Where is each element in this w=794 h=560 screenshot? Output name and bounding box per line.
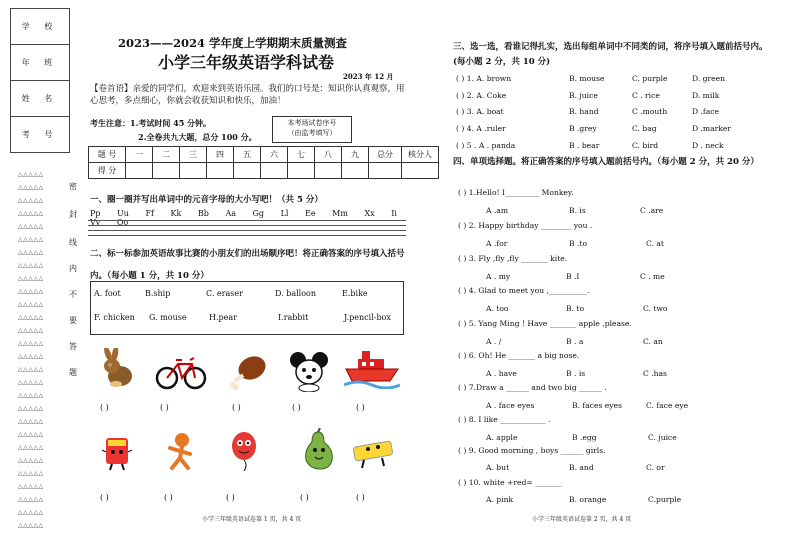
answer-blank[interactable]: ( ) <box>232 403 241 412</box>
answer-blank[interactable]: ( ) <box>164 493 173 502</box>
section2-heading: 二、标一标参加英语故事比赛的小朋友们的出场顺序吧！将正确答案的序号填入括号内。（每小题 1 分，共 10 分） <box>90 249 405 281</box>
note-line-2: 2.全卷共九大题，总分 100 分。 <box>138 132 257 142</box>
eraser-icon <box>346 432 400 474</box>
runner-icon <box>158 430 204 472</box>
rabbit-icon <box>96 348 142 390</box>
writing-line <box>88 230 406 231</box>
answer-blank[interactable]: ( ) <box>356 493 365 502</box>
footer-page-1: 小学三年级英语试卷第 1 页，共 4 页 <box>202 516 302 523</box>
exam-main-title: 小学三年级英语学科试卷 <box>158 53 335 72</box>
section4-heading: 四、单项选择题。将正确答案的序号填入题前括号内。（每小题 2 分，共 20 分） <box>453 157 759 167</box>
exam-year-title: 2023——2024 学年度上学期期末质量测查 <box>118 36 348 50</box>
student-info-table <box>10 8 70 153</box>
answer-blank[interactable]: ( ) <box>100 493 109 502</box>
question-9[interactable]: ( ) 9. Good morning , boys ______ girls. <box>458 446 606 455</box>
chicken-leg-icon <box>226 350 272 392</box>
note-line-1: 考生注意：1.考试时间 45 分钟。 <box>90 118 212 128</box>
seat-number-box[interactable]: 本考场试卷序号 （由监考填写） <box>272 116 352 143</box>
answer-blank[interactable]: ( ) <box>100 403 109 412</box>
answer-blank[interactable]: ( ) <box>292 403 301 412</box>
score-table: 题 号 一 二 三 四 五 六 七 八 九 总分 核分人 得 分 <box>88 146 439 179</box>
balloon-icon <box>222 430 268 472</box>
section4-questions: ( ) 1.Hello! I_________ Monkey. A .am B. is C .are ( ) 2. Happy birthday ________ you . A .for B .to C. at ( ) 3. Fly ,fly ,fly _______ kite. A . my B .I C . me ( ) 4. Glad to meet you ,__________. A. too B. to C. two ( ) 5. Yang Ming ! Have _______ apple ,please. A . / B . a C. an ( ) 6. Oh! He _______ a big nose. A . have B . is C .has ( ) 7.Draw a ______ and two big ______ . A . face eyes B. faces eyes C. face eye ( ) 8. I like ____________ . A. apple B .egg C. juice ( ) 9. Good morning , boys ______ girls. A. but B. and C. or ( ) 10. white +red= _______ A. pink B. orange C.purple <box>458 188 689 504</box>
question-7[interactable]: ( ) 7.Draw a ______ and two big ______ . <box>458 383 607 392</box>
section3-items: ( ) 1. A. brown B. mouse C. purple D. green ( ) 2. A. Coke B. juice C . rice D. milk ( ) 3. A. boat B. hand C .mouth D .face ( ) 4. A .ruler B .grey C. bag D .marker ( ) 5 . A . panda B . bear C. bird D . neck <box>456 74 731 150</box>
school-field[interactable]: 学 校 <box>11 9 70 45</box>
answer-blank[interactable]: ( ) 2. A. Coke <box>456 91 507 100</box>
answer-blank[interactable]: ( ) <box>226 493 235 502</box>
question-3[interactable]: ( ) 3. Fly ,fly ,fly _______ kite. <box>458 254 568 263</box>
seal-triangles: △△△△△ △△△△△ △△△△△ △△△△△ △△△△△ △△△△△ △△△△△ △△△△△ △△△△△ △△△△△ △△△△△ △△△△△ △△△△△ △△△△△ △△△△△ △△△△△ △△△△△ △△△△△ △△△△△ △△△△△ △△△△△ △△△△△ △△△△△ △△△△△ △△△△△ △△△△△ △△△△△ △△△△△ <box>18 171 44 529</box>
writing-line <box>88 225 406 226</box>
class-field[interactable]: 年 班 <box>11 45 70 81</box>
answer-blank[interactable]: ( ) 5 . A . panda <box>456 141 516 150</box>
pencil-box-icon <box>94 430 140 472</box>
section3-heading: 三、选一选，看谁记得扎实，选出每组单词中不同类的词，将序号填入题前括号内。(每小题 2 分，共 10 分) <box>453 42 768 67</box>
writing-line <box>88 220 406 221</box>
writing-line <box>88 235 406 236</box>
answer-blank[interactable]: ( ) <box>356 403 365 412</box>
question-6[interactable]: ( ) 6. Oh! He _______ a big nose. <box>458 351 580 360</box>
answer-blank[interactable]: ( ) <box>300 493 309 502</box>
answer-blank[interactable]: ( ) 3. A. boat <box>456 107 504 116</box>
intro-text: 【卷首语】亲爱的同学们，欢迎来到英语乐园。我们的口号是：知识你认真观察，用心思考，多点细心，你就会收获知识和快乐，加油！ <box>90 84 405 106</box>
answer-blank[interactable]: ( ) 4. A .ruler <box>456 124 506 133</box>
letter-pairs: Pp Uu Ff Kk Bb Aa Gg Ll Ee Mm Xx Ii Vv Oo <box>90 209 397 227</box>
ship-icon <box>344 347 400 389</box>
question-2[interactable]: ( ) 2. Happy birthday ________ you . <box>458 221 593 230</box>
answer-blank[interactable]: ( ) <box>160 403 169 412</box>
exam-date: 2023 年 12 月 <box>343 72 394 81</box>
pear-icon <box>296 428 342 470</box>
footer-page-2: 小学三年级英语试卷第 2 页，共 4 页 <box>532 516 632 523</box>
section1-heading: 一、圈一圈并写出单词中的元音字母的大小写吧！（共 5 分） <box>90 195 323 205</box>
question-5[interactable]: ( ) 5. Yang Ming ! Have _______ apple ,please. <box>458 319 632 328</box>
question-8[interactable]: ( ) 8. I like ____________ . <box>458 415 551 424</box>
mouse-icon <box>286 350 332 392</box>
name-field[interactable]: 姓 名 <box>11 81 70 117</box>
exam-number-field[interactable]: 考 号 <box>11 117 70 153</box>
question-4[interactable]: ( ) 4. Glad to meet you ,__________. <box>458 286 590 295</box>
question-10[interactable]: ( ) 10. white +red= _______ <box>458 478 562 487</box>
seal-text: 密 封 线 内 不 要 答 题 <box>69 182 77 377</box>
question-1[interactable]: ( ) 1.Hello! I_________ Monkey. <box>458 188 574 197</box>
answer-blank[interactable]: ( ) 1. A. brown <box>456 74 512 83</box>
bike-icon <box>154 350 208 392</box>
word-box: A. foot B.ship C. eraser D. balloon E.bike F. chicken G. mouse H.pear I.rabbit J.pencil-box <box>90 281 404 335</box>
